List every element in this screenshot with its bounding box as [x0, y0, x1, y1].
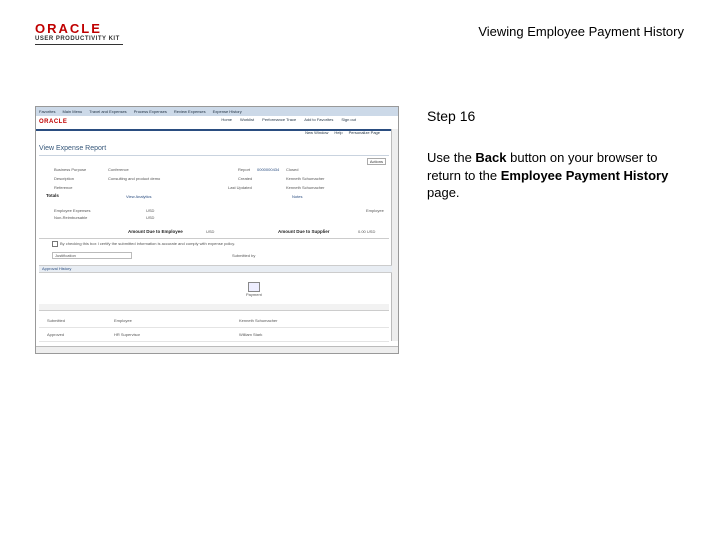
- justification-field: [52, 252, 132, 259]
- payment-label: Payment: [246, 292, 262, 297]
- step-instructions: [427, 149, 692, 202]
- history-table-header: [39, 304, 389, 311]
- submitted-label: Submitted by: [232, 253, 256, 258]
- history-row: [39, 329, 389, 342]
- approval-history-header: Approval History: [39, 265, 392, 273]
- totals-heading: Totals: [46, 193, 59, 198]
- history-role: HR Supervisor: [114, 332, 141, 337]
- amount-due-supplier-label: Amount Due to Supplier: [278, 229, 330, 234]
- section-divider: [39, 238, 389, 239]
- view-analytics-link: View Analytics: [126, 194, 152, 199]
- nav-item: Expense History: [212, 109, 242, 114]
- report-title-rule: [39, 155, 389, 156]
- nav-item: Review Expenses: [173, 109, 206, 114]
- top-link: Add to Favorites: [304, 117, 334, 122]
- screenshot-toolbar: [305, 130, 380, 135]
- screenshot-nav: [36, 107, 398, 116]
- amount-due-supplier-value: 0.00 USD: [358, 229, 376, 234]
- screenshot-horizontal-scrollbar: [36, 346, 398, 353]
- justification-placeholder: Justification: [55, 253, 76, 258]
- report-title: View Expense Report: [39, 145, 107, 152]
- top-link: Home: [221, 117, 233, 122]
- upk-logo: [35, 22, 125, 45]
- history-row: [39, 315, 389, 328]
- employee-column-label: Employee: [366, 208, 384, 213]
- step-bold-back: Back: [475, 150, 507, 165]
- toolbar-link: Help: [334, 130, 343, 135]
- history-user: William Stark: [239, 332, 263, 337]
- payment-icon: [248, 282, 260, 292]
- page-title: Viewing Employee Payment History: [478, 24, 684, 39]
- created-value: Kenneth Schumacher: [286, 176, 325, 181]
- screenshot-brand-row: [36, 116, 398, 131]
- report-label: Report: [238, 167, 251, 172]
- toolbar-link: New Window: [305, 130, 329, 135]
- reference-label: Reference: [54, 185, 73, 190]
- nav-item: Favorites: [39, 109, 56, 114]
- step-title: Step 16: [427, 108, 476, 124]
- purpose-label: Business Purpose: [54, 167, 87, 172]
- description-value: Consulting and product demo: [108, 176, 161, 181]
- history-action: Approved: [47, 332, 65, 337]
- employee-expenses-value: USD: [146, 208, 155, 213]
- step-text-part: button on your browser to return to the: [427, 150, 658, 183]
- top-link: Worklist: [240, 117, 255, 122]
- notes-link: Notes: [292, 194, 303, 199]
- nav-item: Process Expenses: [133, 109, 167, 114]
- screenshot-vertical-scrollbar: [391, 129, 398, 341]
- top-link: Sign out: [341, 117, 356, 122]
- employee-expenses-label: Employee Expenses: [54, 208, 91, 213]
- history-user: Kenneth Schumacher: [239, 318, 278, 323]
- amount-due-employee-value: USD: [206, 229, 215, 234]
- logo-brand: ORACLE: [35, 21, 102, 36]
- application-screenshot: [35, 106, 399, 354]
- screenshot-top-links: [221, 117, 356, 122]
- description-label: Description: [54, 176, 75, 181]
- history-action: Submitted: [47, 318, 66, 323]
- updated-label: Last Updated: [228, 185, 252, 190]
- nonreimbursable-label: Non-Reimbursable: [54, 215, 88, 220]
- purpose-value: Conference: [108, 167, 129, 172]
- step-text-part: page.: [427, 185, 460, 200]
- nav-item: Main Menu: [62, 109, 83, 114]
- report-status: Closed: [286, 167, 299, 172]
- certify-checkbox: [52, 241, 58, 247]
- history-role: Employee: [114, 318, 132, 323]
- report-number: 0000000434: [257, 167, 280, 172]
- updated-value: Kenneth Schumacher: [286, 185, 325, 190]
- toolbar-link: Personalize Page: [348, 130, 380, 135]
- step-bold-page: Employee Payment History: [500, 167, 669, 183]
- amount-due-employee-label: Amount Due to Employee: [128, 229, 183, 234]
- top-link: Performance Trace: [262, 117, 297, 122]
- screenshot-brand: ORACLE: [39, 119, 68, 125]
- logo-product: USER PRODUCTIVITY KIT: [35, 36, 120, 42]
- nav-item: Travel and Expenses: [89, 109, 127, 114]
- nonreimbursable-value: USD: [146, 215, 155, 220]
- step-text-part: Use the: [427, 150, 476, 165]
- actions-dropdown: Actions: [367, 158, 386, 165]
- logo-rule: [35, 44, 123, 45]
- created-label: Created: [238, 176, 253, 181]
- certify-text: By checking this box I certify the submitted information is accurate and comply with expense policy.: [60, 241, 236, 246]
